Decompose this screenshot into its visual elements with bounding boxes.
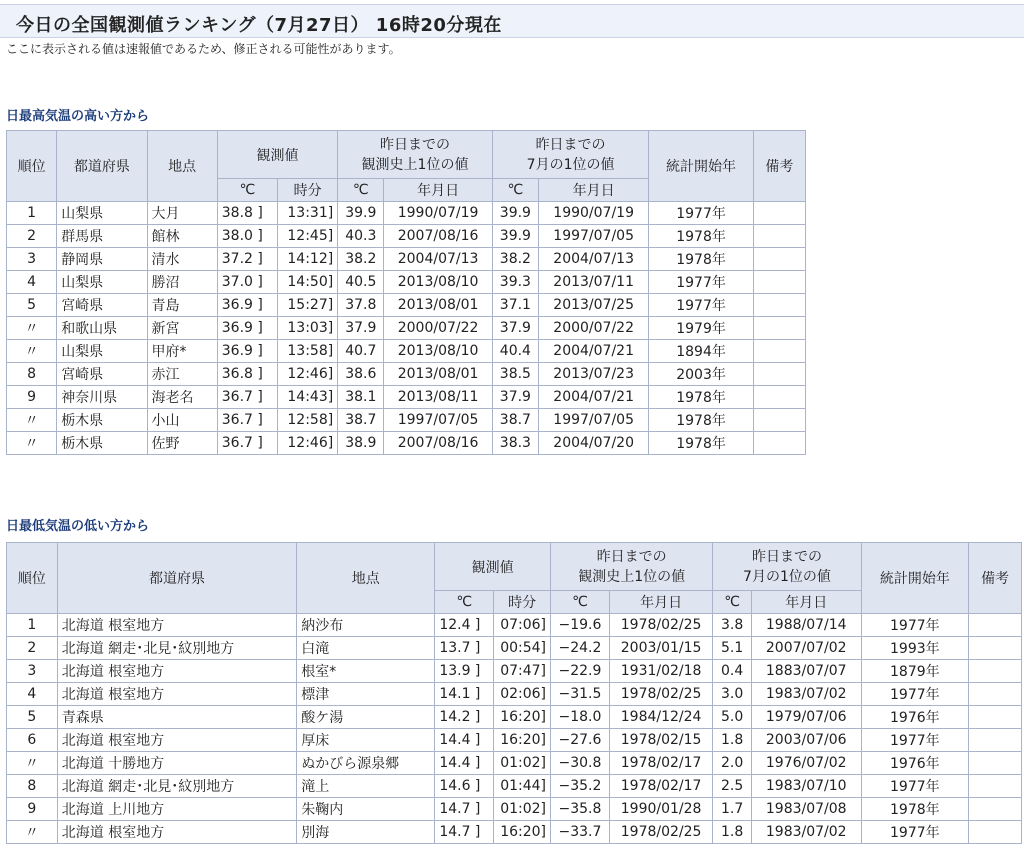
record-date-cell: 2007/08/16 [384,225,492,248]
month-record-date-cell: 1990/07/19 [538,202,648,225]
header-month-date: 年月日 [751,591,861,614]
observed-temp-cell: 36.7 ] [217,386,277,409]
observed-time-cell: 14:43] [277,386,337,409]
header-record: 昨日までの 観測史上1位の値 [551,543,713,591]
prefecture-cell: 青森県 [57,706,297,729]
month-record-temp-cell: 3.8 [713,614,752,637]
prefecture-cell: 北海道 根室地方 [57,683,297,706]
header-prefecture: 都道府県 [57,543,297,614]
start-year-cell: 1977年 [861,821,969,844]
month-record-date-cell: 1983/07/08 [751,798,861,821]
month-record-temp-cell: 0.4 [713,660,752,683]
remarks-cell [753,271,805,294]
header-prefecture: 都道府県 [57,131,147,202]
station-cell: 小山 [147,409,217,432]
rank-cell: 5 [7,294,57,317]
start-year-cell: 1977年 [649,202,753,225]
rank-cell: 8 [7,775,58,798]
remarks-cell [753,317,805,340]
observed-temp-cell: 38.0 ] [217,225,277,248]
start-year-cell: 1978年 [649,386,753,409]
section-title-low: 日最低気温の低い方から [6,519,150,534]
rank-cell: 〃 [7,317,57,340]
station-cell: 清水 [147,248,217,271]
month-record-date-cell: 2003/07/06 [751,729,861,752]
month-record-temp-cell: 39.9 [492,202,538,225]
month-record-date-cell: 2004/07/21 [538,386,648,409]
month-record-date-cell: 2013/07/25 [538,294,648,317]
header-month-c: ℃ [713,591,752,614]
record-temp-cell: 40.7 [338,340,384,363]
remarks-cell [969,637,1022,660]
observed-time-cell: 14:12] [277,248,337,271]
record-temp-cell: −19.6 [551,614,610,637]
rank-cell: 4 [7,271,57,294]
station-cell: 甲府* [147,340,217,363]
observed-temp-cell: 36.7 ] [217,409,277,432]
prefecture-cell: 宮崎県 [57,363,147,386]
remarks-cell [753,409,805,432]
record-temp-cell: 40.5 [338,271,384,294]
month-record-date-cell: 2007/07/02 [751,637,861,660]
observed-temp-cell: 37.0 ] [217,271,277,294]
record-temp-cell: −18.0 [551,706,610,729]
observed-time-cell: 16:20] [494,706,551,729]
observed-temp-cell: 14.6 ] [435,775,494,798]
ranking-table-high [6,130,806,455]
remarks-cell [753,248,805,271]
start-year-cell: 2003年 [649,363,753,386]
station-cell: 納沙布 [297,614,435,637]
remarks-cell [753,386,805,409]
rank-cell: 〃 [7,752,58,775]
header-rank: 順位 [7,131,57,202]
rank-cell: 9 [7,798,58,821]
observed-time-cell: 12:46] [277,363,337,386]
table-row [7,225,806,248]
start-year-cell: 1976年 [861,706,969,729]
month-record-temp-cell: 37.9 [492,386,538,409]
observed-temp-cell: 12.4 ] [435,614,494,637]
observed-time-cell: 16:20] [494,821,551,844]
start-year-cell: 1993年 [861,637,969,660]
header-observed-c: ℃ [217,179,277,202]
observed-time-cell: 01:44] [494,775,551,798]
month-record-temp-cell: 38.7 [492,409,538,432]
record-date-cell: 2013/08/01 [384,294,492,317]
header-start-year: 統計開始年 [649,131,753,202]
month-record-temp-cell: 1.8 [713,729,752,752]
record-date-cell: 1990/07/19 [384,202,492,225]
table-row [7,248,806,271]
observed-time-cell: 13:58] [277,340,337,363]
record-date-cell: 1978/02/25 [609,683,713,706]
month-record-temp-cell: 1.7 [713,798,752,821]
remarks-cell [969,660,1022,683]
prefecture-cell: 和歌山県 [57,317,147,340]
record-temp-cell: 39.9 [338,202,384,225]
table-row [7,798,1022,821]
month-record-temp-cell: 39.3 [492,271,538,294]
record-date-cell: 2013/08/11 [384,386,492,409]
rank-cell: 4 [7,683,58,706]
record-date-cell: 1978/02/15 [609,729,713,752]
month-record-temp-cell: 2.0 [713,752,752,775]
rank-cell: 2 [7,225,57,248]
observed-time-cell: 12:46] [277,432,337,455]
observed-temp-cell: 14.7 ] [435,798,494,821]
station-cell: 佐野 [147,432,217,455]
month-record-temp-cell: 37.9 [492,317,538,340]
record-date-cell: 1978/02/25 [609,821,713,844]
record-temp-cell: −31.5 [551,683,610,706]
month-record-date-cell: 2013/07/11 [538,271,648,294]
month-record-date-cell: 1983/07/02 [751,821,861,844]
observed-time-cell: 14:50] [277,271,337,294]
record-date-cell: 1997/07/05 [384,409,492,432]
rank-cell: 〃 [7,340,57,363]
record-temp-cell: 38.9 [338,432,384,455]
start-year-cell: 1978年 [861,798,969,821]
month-record-date-cell: 2004/07/21 [538,340,648,363]
rank-cell: 5 [7,706,58,729]
record-temp-cell: 38.6 [338,363,384,386]
record-temp-cell: 38.2 [338,248,384,271]
start-year-cell: 1977年 [649,271,753,294]
header-record: 昨日までの 観測史上1位の値 [338,131,493,179]
prefecture-cell: 北海道 根室地方 [57,729,297,752]
station-cell: 厚床 [297,729,435,752]
record-date-cell: 1990/01/28 [609,798,713,821]
month-record-date-cell: 2004/07/13 [538,248,648,271]
table-row [7,317,806,340]
prefecture-cell: 宮崎県 [57,294,147,317]
header-rank: 順位 [7,543,58,614]
observed-temp-cell: 36.9 ] [217,317,277,340]
header-month-record: 昨日までの 7月の1位の値 [713,543,861,591]
record-date-cell: 1978/02/17 [609,775,713,798]
observed-time-cell: 13:03] [277,317,337,340]
rank-cell: 1 [7,614,58,637]
month-record-temp-cell: 1.8 [713,821,752,844]
prefecture-cell: 群馬県 [57,225,147,248]
station-cell: 新宮 [147,317,217,340]
month-record-date-cell: 1983/07/10 [751,775,861,798]
prefecture-cell: 北海道 根室地方 [57,660,297,683]
month-record-date-cell: 2000/07/22 [538,317,648,340]
remarks-cell [969,706,1022,729]
station-cell: 滝上 [297,775,435,798]
table-row [7,637,1022,660]
record-date-cell: 2003/01/15 [609,637,713,660]
prefecture-cell: 北海道 十勝地方 [57,752,297,775]
observed-time-cell: 12:58] [277,409,337,432]
rank-cell: 9 [7,386,57,409]
observed-time-cell: 00:54] [494,637,551,660]
station-cell: 赤江 [147,363,217,386]
station-cell: 標津 [297,683,435,706]
rank-cell: 3 [7,660,58,683]
month-record-temp-cell: 38.3 [492,432,538,455]
prefecture-cell: 神奈川県 [57,386,147,409]
rank-cell: 1 [7,202,57,225]
start-year-cell: 1978年 [649,432,753,455]
start-year-cell: 1879年 [861,660,969,683]
table-row [7,409,806,432]
start-year-cell: 1978年 [649,248,753,271]
remarks-cell [969,729,1022,752]
station-cell: 根室* [297,660,435,683]
header-remarks: 備考 [753,131,805,202]
month-record-temp-cell: 5.0 [713,706,752,729]
station-cell: 海老名 [147,386,217,409]
table-row [7,775,1022,798]
table-row [7,729,1022,752]
observed-time-cell: 13:31] [277,202,337,225]
record-temp-cell: −27.6 [551,729,610,752]
month-record-temp-cell: 2.5 [713,775,752,798]
record-date-cell: 2013/08/10 [384,340,492,363]
rank-cell: 2 [7,637,58,660]
station-cell: ぬかびら源泉郷 [297,752,435,775]
record-date-cell: 2000/07/22 [384,317,492,340]
record-date-cell: 1984/12/24 [609,706,713,729]
prefecture-cell: 栃木県 [57,432,147,455]
station-cell: 勝沼 [147,271,217,294]
remarks-cell [969,798,1022,821]
header-observed: 観測値 [435,543,551,591]
table-row [7,683,1022,706]
header-observed-time: 時分 [277,179,337,202]
remarks-cell [969,775,1022,798]
rank-cell: 〃 [7,432,57,455]
station-cell: 館林 [147,225,217,248]
ranking-table-low [6,542,1022,844]
month-record-date-cell: 1997/07/05 [538,225,648,248]
table-row [7,340,806,363]
station-cell: 朱鞠内 [297,798,435,821]
page-title: 今日の全国観測値ランキング（7月27日） 16時20分現在 [16,15,502,36]
record-temp-cell: −35.8 [551,798,610,821]
remarks-cell [753,294,805,317]
observed-time-cell: 01:02] [494,752,551,775]
month-record-temp-cell: 5.1 [713,637,752,660]
table-row [7,821,1022,844]
record-temp-cell: −22.9 [551,660,610,683]
prefecture-cell: 山梨県 [57,271,147,294]
prefecture-cell: 北海道 上川地方 [57,798,297,821]
remarks-cell [969,821,1022,844]
remarks-cell [753,363,805,386]
observed-time-cell: 12:45] [277,225,337,248]
month-record-date-cell: 2013/07/23 [538,363,648,386]
month-record-date-cell: 1988/07/14 [751,614,861,637]
start-year-cell: 1978年 [649,225,753,248]
table-row [7,271,806,294]
station-cell: 酸ケ湯 [297,706,435,729]
observed-temp-cell: 14.4 ] [435,752,494,775]
observed-temp-cell: 36.7 ] [217,432,277,455]
record-temp-cell: −35.2 [551,775,610,798]
start-year-cell: 1977年 [649,294,753,317]
remarks-cell [753,202,805,225]
prefecture-cell: 山梨県 [57,340,147,363]
remarks-cell [969,614,1022,637]
section-title-high: 日最高気温の高い方から [6,109,150,124]
observed-time-cell: 07:06] [494,614,551,637]
observed-time-cell: 07:47] [494,660,551,683]
station-cell: 別海 [297,821,435,844]
month-record-temp-cell: 38.2 [492,248,538,271]
record-date-cell: 2013/08/01 [384,363,492,386]
table-row [7,202,806,225]
observed-temp-cell: 36.8 ] [217,363,277,386]
record-temp-cell: 38.7 [338,409,384,432]
header-record-date: 年月日 [609,591,713,614]
record-date-cell: 1931/02/18 [609,660,713,683]
month-record-date-cell: 1976/07/02 [751,752,861,775]
table-row [7,363,806,386]
observed-temp-cell: 14.7 ] [435,821,494,844]
observed-time-cell: 01:02] [494,798,551,821]
record-date-cell: 1978/02/17 [609,752,713,775]
observed-temp-cell: 14.1 ] [435,683,494,706]
record-date-cell: 2004/07/13 [384,248,492,271]
month-record-temp-cell: 3.0 [713,683,752,706]
remarks-cell [753,340,805,363]
start-year-cell: 1977年 [861,775,969,798]
record-temp-cell: 40.3 [338,225,384,248]
disclaimer-note: ここに表示される値は速報値であるため、修正される可能性があります。 [6,42,401,56]
table-row [7,706,1022,729]
prefecture-cell: 北海道 網走･北見･紋別地方 [57,637,297,660]
title-bar [0,4,1024,38]
rank-cell: 〃 [7,409,57,432]
prefecture-cell: 北海道 根室地方 [57,614,297,637]
observed-time-cell: 16:20] [494,729,551,752]
month-record-temp-cell: 38.5 [492,363,538,386]
header-observed-time: 時分 [494,591,551,614]
table-row [7,752,1022,775]
header-record-date: 年月日 [384,179,492,202]
header-month-c: ℃ [492,179,538,202]
observed-temp-cell: 36.9 ] [217,340,277,363]
start-year-cell: 1977年 [861,729,969,752]
observed-time-cell: 15:27] [277,294,337,317]
prefecture-cell: 北海道 根室地方 [57,821,297,844]
record-date-cell: 2007/08/16 [384,432,492,455]
rank-cell: 8 [7,363,57,386]
start-year-cell: 1979年 [649,317,753,340]
table-row [7,432,806,455]
observed-time-cell: 02:06] [494,683,551,706]
month-record-temp-cell: 40.4 [492,340,538,363]
prefecture-cell: 静岡県 [57,248,147,271]
header-record-c: ℃ [551,591,610,614]
station-cell: 青島 [147,294,217,317]
month-record-temp-cell: 39.9 [492,225,538,248]
record-temp-cell: −33.7 [551,821,610,844]
start-year-cell: 1976年 [861,752,969,775]
record-temp-cell: 37.9 [338,317,384,340]
remarks-cell [969,752,1022,775]
month-record-temp-cell: 37.1 [492,294,538,317]
month-record-date-cell: 2004/07/20 [538,432,648,455]
observed-temp-cell: 13.7 ] [435,637,494,660]
table-row [7,614,1022,637]
record-date-cell: 2013/08/10 [384,271,492,294]
record-temp-cell: −30.8 [551,752,610,775]
start-year-cell: 1977年 [861,683,969,706]
start-year-cell: 1977年 [861,614,969,637]
record-temp-cell: 38.1 [338,386,384,409]
prefecture-cell: 栃木県 [57,409,147,432]
table-row [7,660,1022,683]
remarks-cell [753,225,805,248]
remarks-cell [753,432,805,455]
header-record-c: ℃ [338,179,384,202]
station-cell: 白滝 [297,637,435,660]
header-station: 地点 [297,543,435,614]
header-start-year: 統計開始年 [861,543,969,614]
observed-temp-cell: 13.9 ] [435,660,494,683]
record-date-cell: 1978/02/25 [609,614,713,637]
month-record-date-cell: 1983/07/02 [751,683,861,706]
observed-temp-cell: 36.9 ] [217,294,277,317]
rank-cell: 〃 [7,821,58,844]
month-record-date-cell: 1997/07/05 [538,409,648,432]
prefecture-cell: 北海道 網走･北見･紋別地方 [57,775,297,798]
record-temp-cell: −24.2 [551,637,610,660]
month-record-date-cell: 1883/07/07 [751,660,861,683]
record-temp-cell: 37.8 [338,294,384,317]
header-remarks: 備考 [969,543,1022,614]
observed-temp-cell: 14.2 ] [435,706,494,729]
observed-temp-cell: 14.4 ] [435,729,494,752]
remarks-cell [969,683,1022,706]
observed-temp-cell: 37.2 ] [217,248,277,271]
header-observed: 観測値 [217,131,337,179]
prefecture-cell: 山梨県 [57,202,147,225]
header-observed-c: ℃ [435,591,494,614]
rank-cell: 6 [7,729,58,752]
observed-temp-cell: 38.8 ] [217,202,277,225]
header-month-date: 年月日 [538,179,648,202]
rank-cell: 3 [7,248,57,271]
table-row [7,294,806,317]
header-station: 地点 [147,131,217,202]
start-year-cell: 1978年 [649,409,753,432]
station-cell: 大月 [147,202,217,225]
table-row [7,386,806,409]
start-year-cell: 1894年 [649,340,753,363]
month-record-date-cell: 1979/07/06 [751,706,861,729]
header-month-record: 昨日までの 7月の1位の値 [492,131,649,179]
